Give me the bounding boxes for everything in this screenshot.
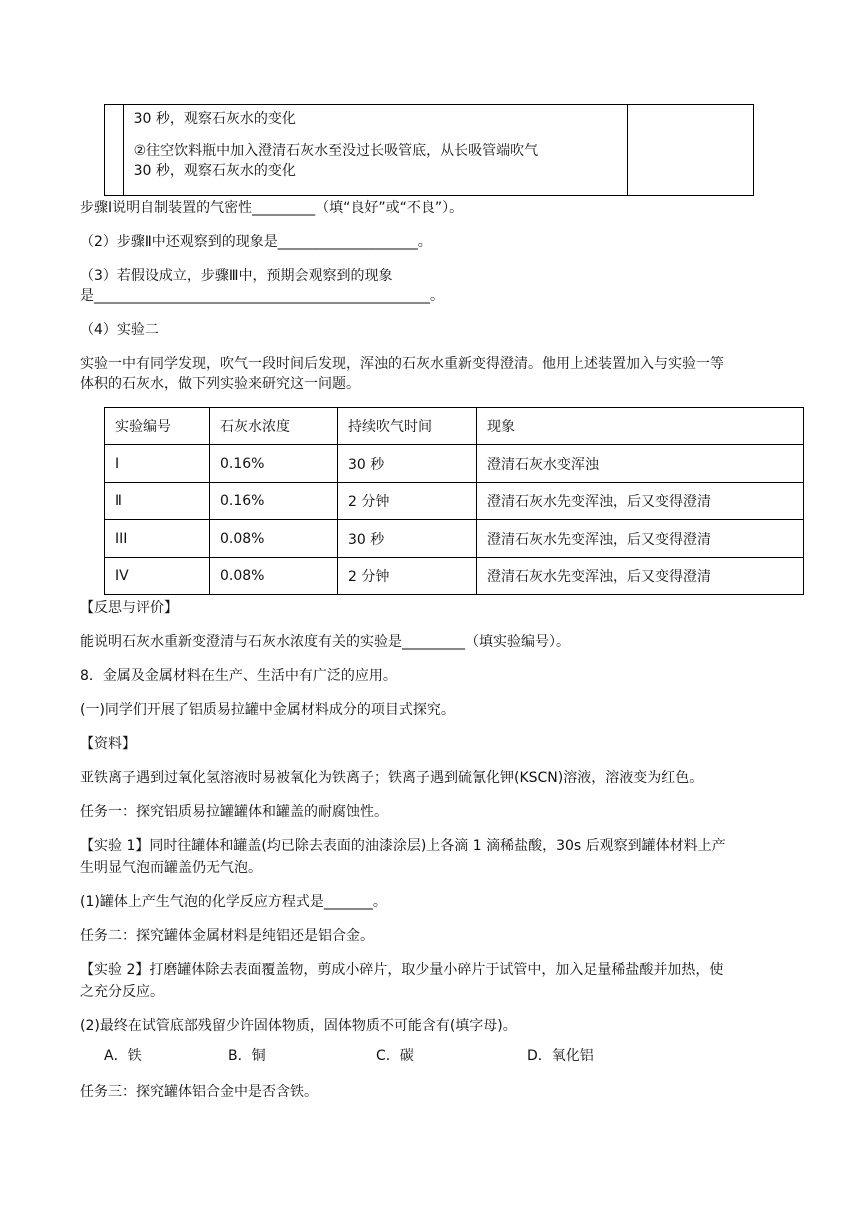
option-d: D．氧化铝 xyxy=(527,1048,594,1064)
experiment1-line2: 生明显气泡而罐盖仍无气泡。 xyxy=(80,860,262,876)
step-line-2: ②往空饮料瓶中加入澄清石灰水至没过长吸管底，从长吸管端吹气 xyxy=(133,143,539,159)
table-cell: 0.08% xyxy=(210,520,338,558)
reflection-heading: 【反思与评价】 xyxy=(80,600,178,616)
table-header-cell: 实验编号 xyxy=(105,408,210,445)
table-cell: 澄清石灰水先变浑浊，后又变得澄清 xyxy=(477,520,804,558)
experiment-steps-table xyxy=(104,104,754,196)
question-8-part1: (一)同学们开展了铝质易拉罐中金属材料成分的项目式探究。 xyxy=(80,702,455,718)
table-header-cell: 石灰水浓度 xyxy=(210,408,338,445)
experiment2-table xyxy=(104,407,804,595)
question-2: （2）步骤Ⅱ中还观察到的现象是____________________。 xyxy=(80,234,432,250)
question-3-line2: 是________________________________________________。 xyxy=(80,288,444,304)
table-cell: Ⅱ xyxy=(105,483,210,520)
option-b: B．铜 xyxy=(228,1048,266,1064)
table-cell: 澄清石灰水先变浑浊，后又变得澄清 xyxy=(477,558,804,595)
table-header-row xyxy=(105,408,804,445)
table-cell: I xyxy=(105,445,210,483)
task-1: 任务一：探究铝质易拉罐罐体和罐盖的耐腐蚀性。 xyxy=(80,804,388,820)
step-line-1: 30 秒，观察石灰水的变化 xyxy=(133,111,296,127)
reflection-question: 能说明石灰水重新变澄清与石灰水浓度有关的实验是_________（填实验编号）。 xyxy=(80,634,570,650)
table-cell: 0.16% xyxy=(210,483,338,520)
table-cell: III xyxy=(105,520,210,558)
step1-airtightness-question: 步骤Ⅰ说明自制装置的气密性_________（填“良好”或“不良”）。 xyxy=(80,200,464,216)
table-row xyxy=(105,483,804,520)
table-cell: IV xyxy=(105,558,210,595)
table-row xyxy=(105,558,804,595)
task-3: 任务三：探究罐体铝合金中是否含铁。 xyxy=(80,1084,318,1100)
sub-question-1: (1)罐体上产生气泡的化学反应方程式是_______。 xyxy=(80,894,387,910)
table-cell: 30 秒 xyxy=(338,445,477,483)
table-cell: 2 分钟 xyxy=(338,483,477,520)
step-line-3: 30 秒，观察石灰水的变化 xyxy=(133,163,296,179)
table-header-cell: 持续吹气时间 xyxy=(338,408,477,445)
experiment2-line1: 【实验 2】打磨罐体除去表面覆盖物，剪成小碎片，取少量小碎片于试管中，加入足量稀盐酸并加热，使 xyxy=(80,962,724,978)
table-cell: 澄清石灰水先变浑浊，后又变得澄清 xyxy=(477,483,804,520)
table-row xyxy=(105,445,804,483)
question-4-heading: （4）实验二 xyxy=(80,322,159,338)
experiment2-intro-line1: 实验一中有同学发现，吹气一段时间后发现，浑浊的石灰水重新变得澄清。他用上述装置加入与实验一等 xyxy=(80,356,724,372)
info-text: 亚铁离子遇到过氧化氢溶液时易被氧化为铁离子；铁离子遇到硫氰化钾(KSCN)溶液，溶液变为红色。 xyxy=(80,770,704,786)
question-8: 8．金属及金属材料在生产、生活中有广泛的应用。 xyxy=(80,668,397,684)
task-2: 任务二：探究罐体金属材料是纯铝还是铝合金。 xyxy=(80,928,374,944)
option-a: A．铁 xyxy=(104,1048,142,1064)
table-cell-step-result xyxy=(628,105,754,196)
info-heading: 【资料】 xyxy=(80,736,136,752)
table-header-cell: 现象 xyxy=(477,408,804,445)
table-cell-step-no xyxy=(105,105,124,196)
sub-question-2: (2)最终在试管底部残留少许固体物质，固体物质不可能含有(填字母)。 xyxy=(80,1018,517,1034)
table-row xyxy=(105,520,804,558)
table-cell: 30 秒 xyxy=(338,520,477,558)
table-cell: 0.16% xyxy=(210,445,338,483)
experiment1-line1: 【实验 1】同时往罐体和罐盖(均已除去表面的油漆涂层)上各滴 1 滴稀盐酸，30s 后观察到罐体材料上产 xyxy=(80,838,726,854)
table-cell: 澄清石灰水变浑浊 xyxy=(477,445,804,483)
experiment2-intro-line2: 体积的石灰水，做下列实验来研究这一问题。 xyxy=(80,376,360,392)
table-cell: 2 分钟 xyxy=(338,558,477,595)
table-cell-step-content xyxy=(123,105,628,196)
question-3-line1: （3）若假设成立，步骤Ⅲ中，预期会观察到的现象 xyxy=(80,268,393,284)
option-c: C．碳 xyxy=(376,1048,414,1064)
table-cell: 0.08% xyxy=(210,558,338,595)
experiment2-line2: 之充分反应。 xyxy=(80,984,164,1000)
